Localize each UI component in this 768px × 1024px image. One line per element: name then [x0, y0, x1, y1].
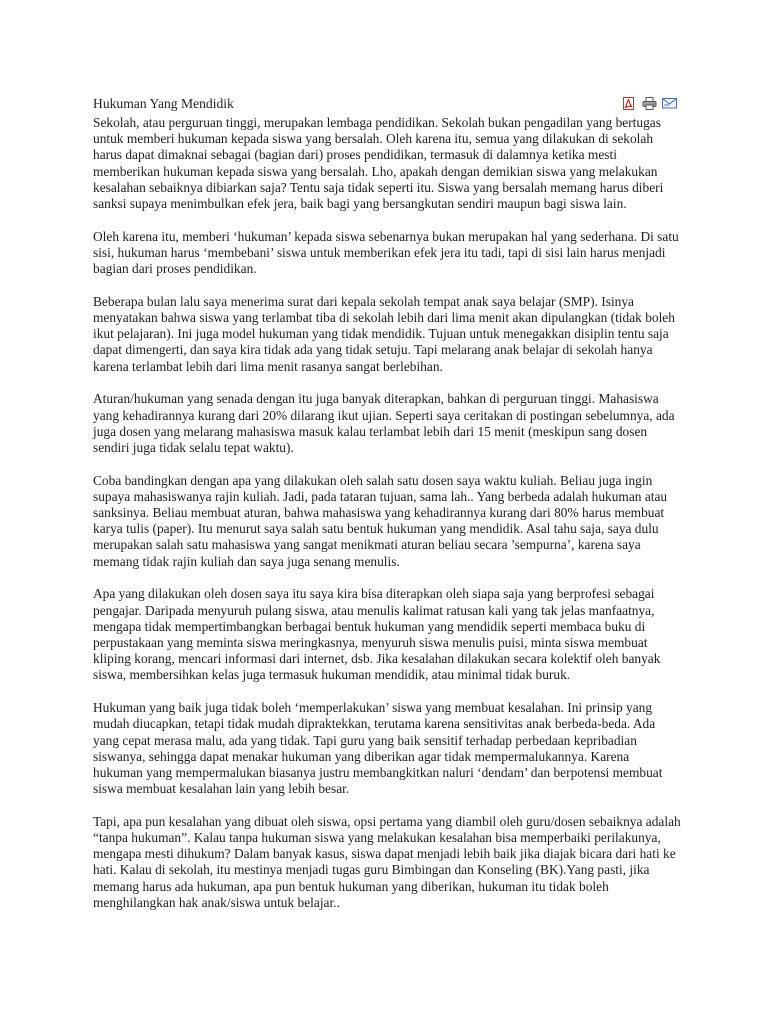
article-header — [93, 96, 681, 115]
printer-icon[interactable] — [642, 97, 656, 110]
paragraph: Apa yang dilakukan oleh dosen saya itu saya kira bisa diterapkan oleh siapa saja yang berprofesi sebagai pengajar. Daripada menyuruh pulang siswa, atau menulis kalimat ratusan kali yang tak jelas manfaatnya, mengapa tidak mempertimbangkan berbagai bentuk hukuman yang mendidik seperti membaca buku di perpustakaan yang meminta siswa meringkasnya, menyuruh siswa menulis puisi, minta siswa membuat kliping korang, mencari informasi dari internet, dsb. Jika kesalahan dilakukan secara kolektif oleh banyak siswa, membersihkan kelas juga termasuk hukuman mendidik, atau minimal tidak buruk. — [93, 586, 661, 683]
paragraph: Tapi, apa pun kesalahan yang dibuat oleh siswa, opsi pertama yang diambil oleh guru/dosen sebaiknya adalah “tanpa hukuman”. Kalau tanpa hukuman siswa yang melakukan kesalahan bisa memperbaiki perilakunya, mengapa mesti dihukum? Dalam banyak kasus, siswa dapat menjadi lebih baik jika diajak bicara dari hati ke hati. Kalau di sekolah, itu mestinya menjadi tugas guru Bimbingan dan Konseling (BK).Yang pasti, jika memang harus ada hukuman, apa pun bentuk hukuman yang diberikan, hukuman itu tidak boleh menghilangkan hak anak/siswa untuk belajar.. — [93, 813, 681, 910]
paragraph: Sekolah, atau perguruan tinggi, merupakan lembaga pendidikan. Sekolah bukan pengadilan yang bertugas untuk memberi hukuman kepada siswa yang bersalah. Oleh karena itu, semua yang dilakukan di sekolah harus dapat dimaknai sebagai (bagian dari) proses pendidikan, termasuk di dalamnya ketika mesti memberikan hukuman kepada siswa yang bersalah. Lho, apakah dengan demikian siswa yang melakukan kesalahan sebaiknya dibiarkan saja? Tentu saja tidak seperti itu. Siswa yang bersalah memang harus diberi sanksi supaya menimbulkan efek jera, baik bagi yang bersangkutan sendiri maupun bagi siswa lain. — [93, 115, 664, 212]
article-toolbar — [622, 97, 676, 110]
article-title: Hukuman Yang Mendidik — [93, 96, 234, 111]
paragraph: Beberapa bulan lalu saya menerima surat dari kepala sekolah tempat anak saya belajar (SMP). Isinya menyatakan bahwa siswa yang terlambat tiba di sekolah lebih dari lima menit akan dipulangkan (tidak boleh ikut pelajaran). Ini juga model hukuman yang tidak mendidik. Tujuan untuk menegakkan disiplin tentu saja dapat dimengerti, dan saya kira tidak ada yang tidak setuju. Tapi melarang anak belajar di sekolah hanya karena terlambat lebih dari lima menit rasanya sangat berlebihan. — [93, 293, 675, 374]
paragraph: Aturan/hukuman yang senada dengan itu juga banyak diterapkan, bahkan di perguruan tinggi. Mahasiswa yang kehadirannya kurang dari 20% dilarang ikut ujian. Seperti saya ceritakan di postingan sebelumnya, ada juga dosen yang melarang mahasiswa masuk kalau terlambat lebih dari 15 menit (meskipun sang dosen sendiri juga tidak selalu tepat waktu). — [93, 391, 675, 455]
article — [93, 96, 681, 928]
email-icon[interactable] — [662, 97, 676, 110]
pdf-icon[interactable] — [622, 97, 636, 110]
paragraph: Hukuman yang baik juga tidak boleh ‘memperlakukan’ siswa yang membuat kesalahan. Ini prinsip yang mudah diucapkan, tetapi tidak mudah dipraktekkan, terutama karena sensitivitas anak berbeda-beda. Ada yang cepat merasa malu, ada yang tidak. Tapi guru yang baik sensitif terhadap perbedaan kepribadian siswanya, sehingga dapat menakar hukuman yang diberikan agar tidak mempermalukannya. Karena hukuman yang mempermalukan biasanya justru membangkitkan naluri ‘dendam’ dan berpotensi membuat siswa membuat kesalahan lain yang lebih besar. — [93, 700, 663, 797]
paragraph: Coba bandingkan dengan apa yang dilakukan oleh salah satu dosen saya waktu kuliah. Beliau juga ingin supaya mahasiswanya rajin kuliah. Jadi, pada tataran tujuan, sama lah.. Yang berbeda adalah hukuman atau sanksinya. Beliau membuat aturan, bahwa mahasiswa yang kehadirannya kurang dari 80% harus membuat karya tulis (paper). Itu menurut saya salah satu bentuk hukuman yang mendidik. Asal tahu saja, saya dulu merupakan salah satu mahasiswa yang sangat menikmati aturan beliau secara ’sempurna’, karena saya memang tidak rajin kuliah dan saya juga senang menulis. — [93, 472, 668, 569]
paragraph: Oleh karena itu, memberi ‘hukuman’ kepada siswa sebenarnya bukan merupakan hal yang sederhana. Di satu sisi, hukuman harus ‘membebani’ siswa untuk memberikan efek jera itu tadi, tapi di sisi lain harus menjadi bagian dari proses pendidikan. — [93, 228, 679, 277]
